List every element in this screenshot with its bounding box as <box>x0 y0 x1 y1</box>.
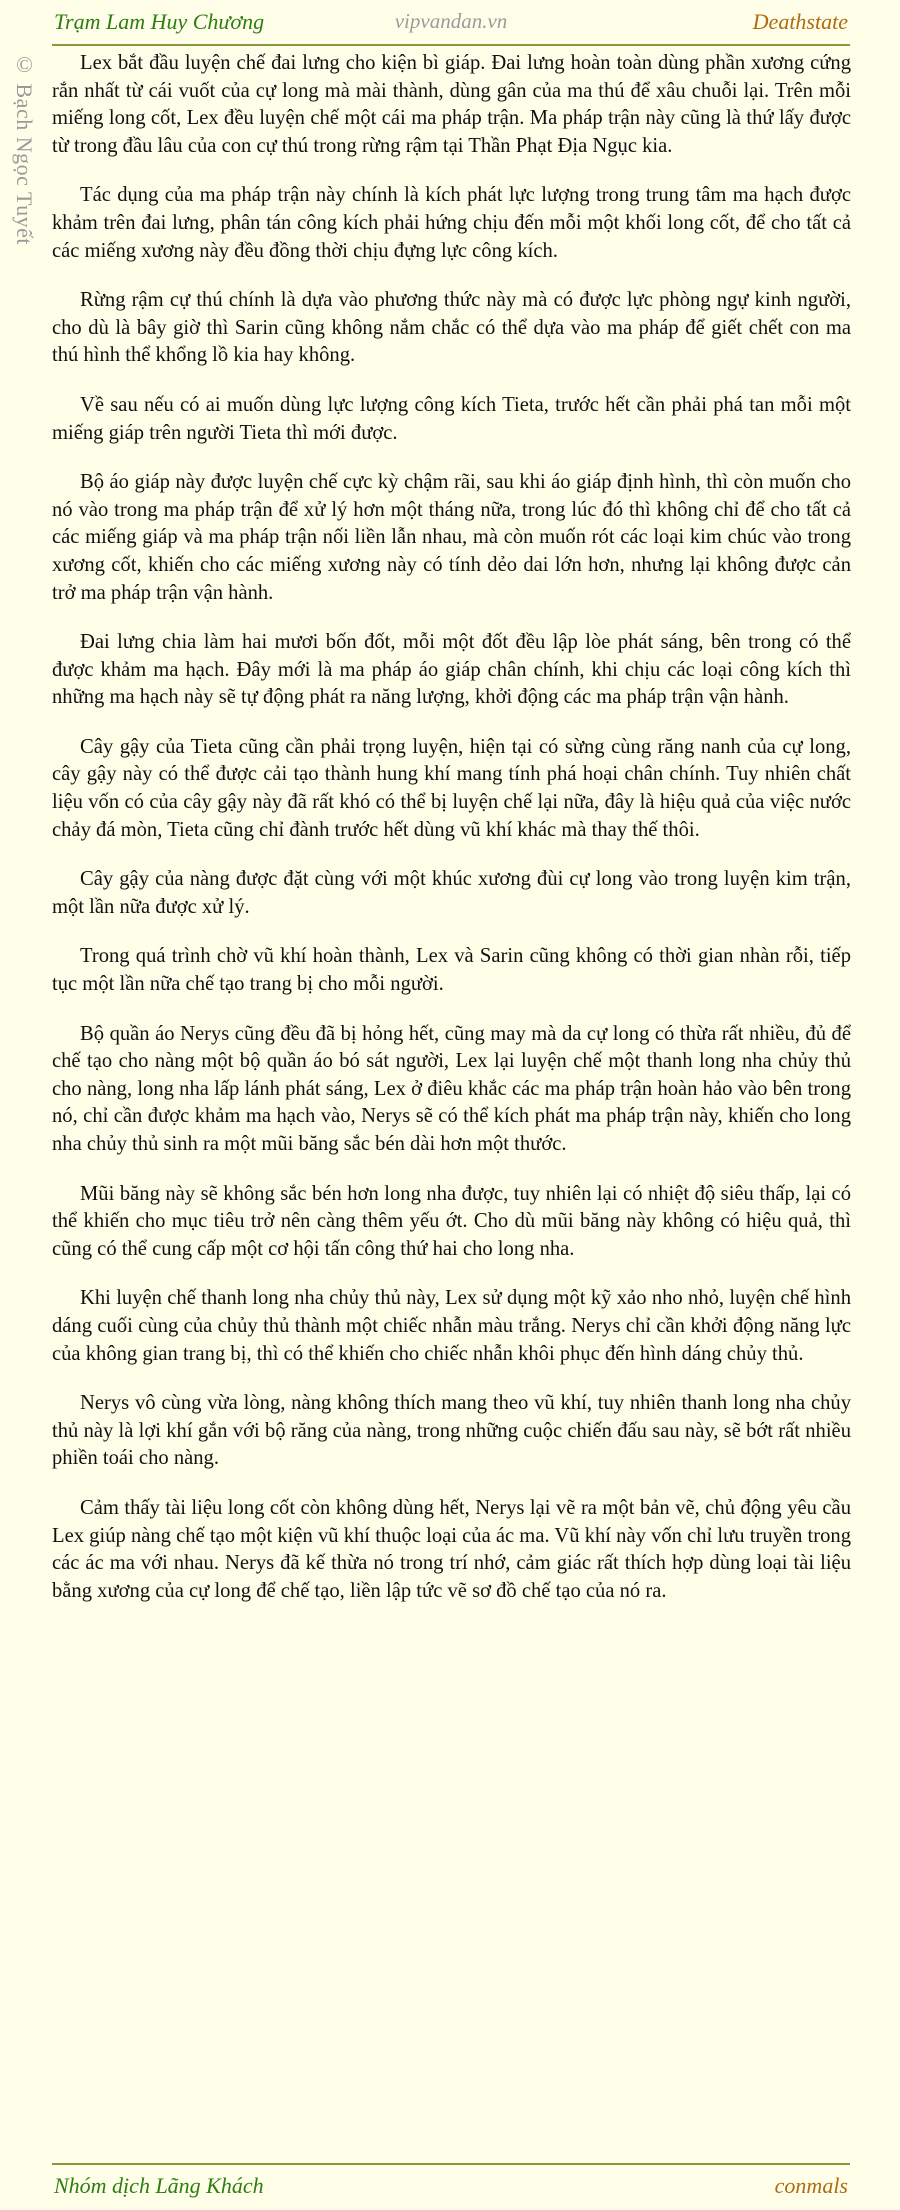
footer-translator-group: Nhóm dịch Lãng Khách <box>54 2173 264 2198</box>
paragraph-1: Lex bắt đầu luyện chế đai lưng cho kiện bì giáp. Đai lưng hoàn toàn dùng phần xương cứng rắn nhất từ cái vuốt của cự long mà mài thành, dùng gân của ma thú để xâu chuỗi lại. Trên mỗi miếng long cốt, Lex đều luyện chế một cái ma pháp trận. Ma pháp trận này cũng là thứ lấy được từ trong đầu lâu của con cự thú trong rừng rậm tại Thần Phạt Địa Ngục kia. <box>52 52 851 157</box>
paragraph-2: Tác dụng của ma pháp trận này chính là kích phát lực lượng trong trung tâm ma hạch được khảm trên đai lưng, phân tán công kích phải hứng chịu đến mỗi một khối long cốt, để cho tất cả các miếng xương này đều đồng thời chịu đựng lực công kích. <box>52 184 851 262</box>
paragraph-5: Bộ áo giáp này được luyện chế cực kỳ chậm rãi, sau khi áo giáp định hình, thì còn muốn cho nó vào trong ma pháp trận để xử lý hơn một tháng nữa, trong lúc đó thì không chỉ để cho tất cả các miếng giáp và ma pháp trận nối liền lẫn nhau, mà còn muốn rót các loại kim chúc vào trong xương cốt, khiến cho các miếng xương này có tính dẻo dai lớn hơn, nhưng lại không được cản trở ma pháp trận vận hành. <box>52 471 851 604</box>
paragraph-14: Cảm thấy tài liệu long cốt còn không dùng hết, Nerys lại vẽ ra một bản vẽ, chủ động yêu cầu Lex giúp nàng chế tạo một kiện vũ khí thuộc loại của ác ma. Vũ khí này vốn chỉ lưu truyền trong các ác ma với nhau. Nerys đã kế thừa nó trong trí nhớ, cảm giác rất thích hợp dùng loại tài liệu bằng xương của cự long để chế tạo, liền lập tức vẽ sơ đồ chế tạo của nó ra. <box>52 1496 851 1602</box>
header-book-title: Trạm Lam Huy Chương <box>54 9 265 34</box>
paragraph-6: Đai lưng chia làm hai mươi bốn đốt, mỗi một đốt đều lập lòe phát sáng, bên trong có thể được khảm ma hạch. Đây mới là ma pháp áo giáp chân chính, khi chịu các loại công kích thì những ma hạch này sẽ tự động phát ra năng lượng, khởi động các ma pháp trận vận hành. <box>52 631 851 709</box>
header-site-name: vipvandan.vn <box>394 9 508 33</box>
page-header <box>52 0 850 46</box>
page-footer <box>52 2163 850 2210</box>
paragraph-7: Cây gậy của Tieta cũng cần phải trọng luyện, hiện tại có sừng cùng răng nanh của cự long, cây gậy này có thể được cải tạo thành hung khí mang tính phá hoại chân chính. Tuy nhiên chất liệu vốn có của cây gậy này đã rất khó có thể bị luyện chế lại nữa, đây là hiệu quả của việc nước chảy đá mòn, Tieta cũng chỉ đành trước hết dùng vũ khí khác mà thay thế thôi. <box>52 735 851 841</box>
paragraph-11: Mũi băng này sẽ không sắc bén hơn long nha được, tuy nhiên lại có nhiệt độ siêu thấp, lại có thể khiến cho mục tiêu trở nên càng thêm yếu ớt. Cho dù mũi băng này không có hiệu quả, thì cũng có thể cung cấp một cơ hội tấn công thứ hai cho long nha. <box>52 1182 851 1260</box>
paragraph-8: Cây gậy của nàng được đặt cùng với một khúc xương đùi cự long vào trong luyện kim trận, một lần nữa được xử lý. <box>52 868 851 918</box>
copyright-watermark: © Bạch Ngọc Tuyết <box>12 52 37 245</box>
paragraph-13: Nerys vô cùng vừa lòng, nàng không thích mang theo vũ khí, tuy nhiên thanh long nha chủy thủ này là lợi khí gắn với bộ răng của nàng, trong những cuộc chiến đấu sau này, sẽ bớt rất nhiều phiền toái cho nàng. <box>52 1392 851 1470</box>
paragraph-4: Về sau nếu có ai muốn dùng lực lượng công kích Tieta, trước hết cần phải phá tan mỗi một miếng giáp trên người Tieta thì mới được. <box>52 393 851 444</box>
chapter-body <box>52 50 851 1627</box>
paragraph-3: Rừng rậm cự thú chính là dựa vào phương thức này mà có được lực phòng ngự kinh người, cho dù là bây giờ thì Sarin cũng không nắm chắc có thể dựa vào ma pháp để giết chết con ma thú hình thể khổng lồ kia hay không. <box>52 289 851 367</box>
header-author: Deathstate <box>752 9 848 34</box>
paragraph-10: Bộ quần áo Nerys cũng đều đã bị hỏng hết, cũng may mà da cự long có thừa rất nhiều, đủ để chế tạo cho nàng một bộ quần áo bó sát người, Lex lại luyện chế một thanh long nha chủy thủ cho nàng, long nha lấp lánh phát sáng, Lex ở điêu khắc các ma pháp trận hoàn hảo vào bên trong nó, chỉ cần được khảm ma hạch vào, Nerys sẽ có thể kích phát ma pháp trận này, khiến cho long nha chủy thủ sinh ra một mũi băng sắc bén dài hơn một thước. <box>52 1022 851 1155</box>
paragraph-9: Trong quá trình chờ vũ khí hoàn thành, Lex và Sarin cũng không có thời gian nhàn rỗi, tiếp tục một lần nữa chế tạo trang bị cho mỗi người. <box>52 945 851 996</box>
paragraph-12: Khi luyện chế thanh long nha chủy thủ này, Lex sử dụng một kỹ xảo nho nhỏ, luyện chế hình dáng cuối cùng của chủy thủ thành một chiếc nhẫn màu trắng. Nerys chỉ cần khởi động năng lực của không gian trang bị, thì có thể khiến cho chiếc nhẫn khôi phục đến hình dáng chủy thủ. <box>52 1287 851 1365</box>
footer-editor: conmals <box>774 2173 848 2198</box>
